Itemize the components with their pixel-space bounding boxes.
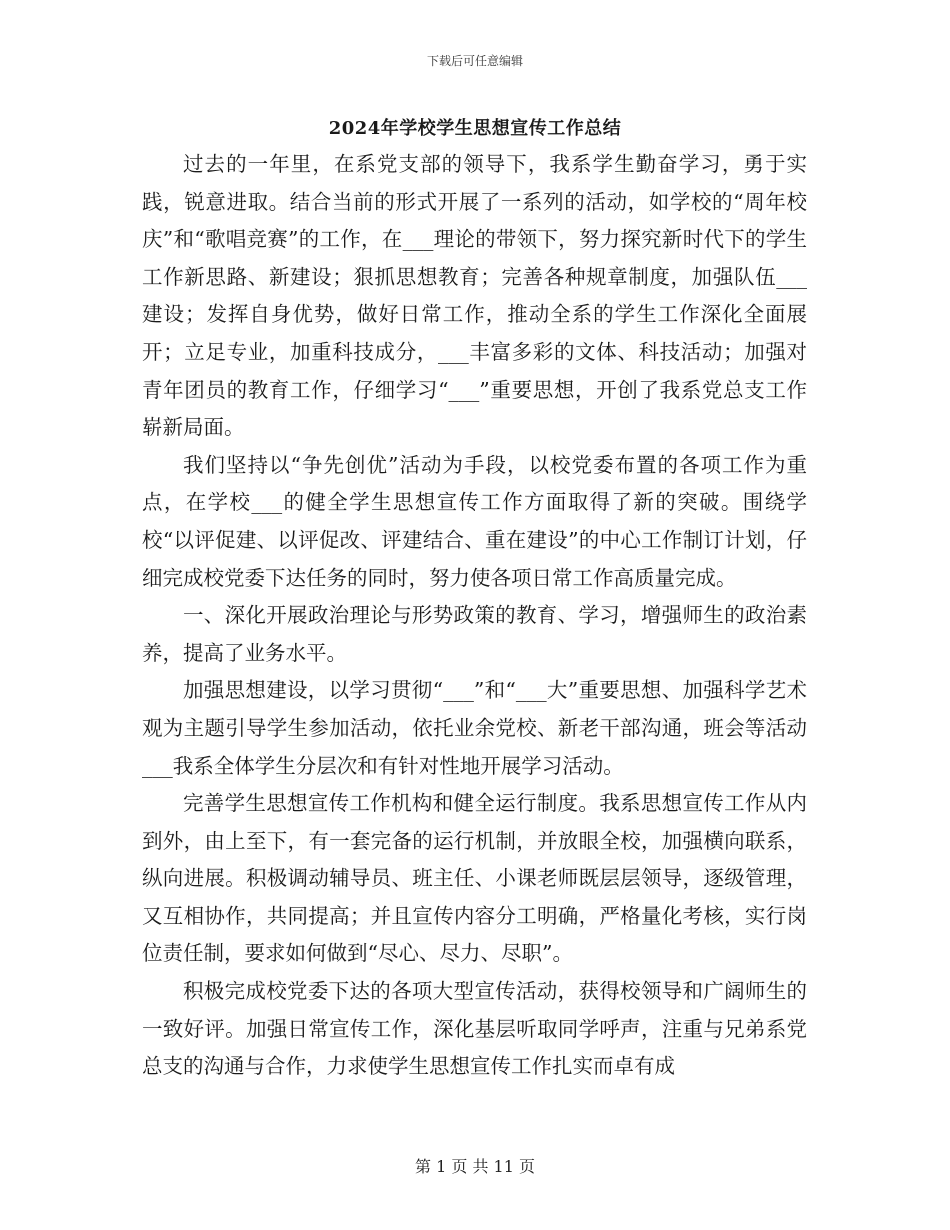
- paragraph: 积极完成校党委下达的各项大型宣传活动，获得校领导和广阔师生的一致好评。加强日常宣传工作，深化基层听取同学呼声，注重与兄弟系党总支的沟通与合作，力求使学生思想宣传工作扎实而卓有成: [142, 979, 807, 1079]
- paragraph: 我们坚持以“争先创优”活动为手段，以校党委布置的各项工作为重点，在学校___的健全学生思想宣传工作方面取得了新的突破。围绕学校“以评促建、以评促改、评建结合、重在建设”的中心工作制订计划，仔细完成校党委下达任务的同时，努力使各项日常工作高质量完成。: [142, 452, 807, 590]
- paragraph: 过去的一年里，在系党支部的领导下，我系学生勤奋学习，勇于实践，锐意进取。结合当前的形式开展了一系列的活动，如学校的“周年校庆”和“歌唱竞赛”的工作，在___理论的带领下，努力探究新时代下的学生工作新思路、新建设；狠抓思想教育；完善各种规章制度，加强队伍___建设；发挥自身优势，做好日常工作，推动全系的学生工作深化全面展开；立足专业，加重科技成分，___丰富多彩的文体、科技活动；加强对青年团员的教育工作，仔细学习“___”重要思想，开创了我系党总支工作崭新局面。: [142, 152, 807, 440]
- paragraph: 完善学生思想宣传工作机构和健全运行制度。我系思想宣传工作从内到外，由上至下，有一套完备的运行机制，并放眼全校，加强横向联系，纵向进展。积极调动辅导员、班主任、小课老师既层层领导，逐级管理，又互相协作，共同提高；并且宣传内容分工明确，严格量化考核，实行岗位责任制，要求如何做到“尽心、尽力、尽职”。: [142, 791, 807, 966]
- page-header-note: 下载后可任意编辑: [426, 54, 523, 68]
- document-title: 2024年学校学生思想宣传工作总结: [328, 118, 622, 139]
- section-heading-paragraph: 一、深化开展政治理论与形势政策的教育、学习，增强师生的政治素养，提高了业务水平。: [142, 603, 807, 665]
- document-body: [142, 146, 807, 1086]
- page-number-footer: 第 1 页 共 11 页: [415, 1157, 535, 1176]
- paragraph: 加强思想建设，以学习贯彻“___”和“___大”重要思想、加强科学艺术观为主题引导学生参加活动，依托业余党校、新老干部沟通，班会等活动___我系全体学生分层次和有针对性地开展学习活动。: [142, 678, 807, 778]
